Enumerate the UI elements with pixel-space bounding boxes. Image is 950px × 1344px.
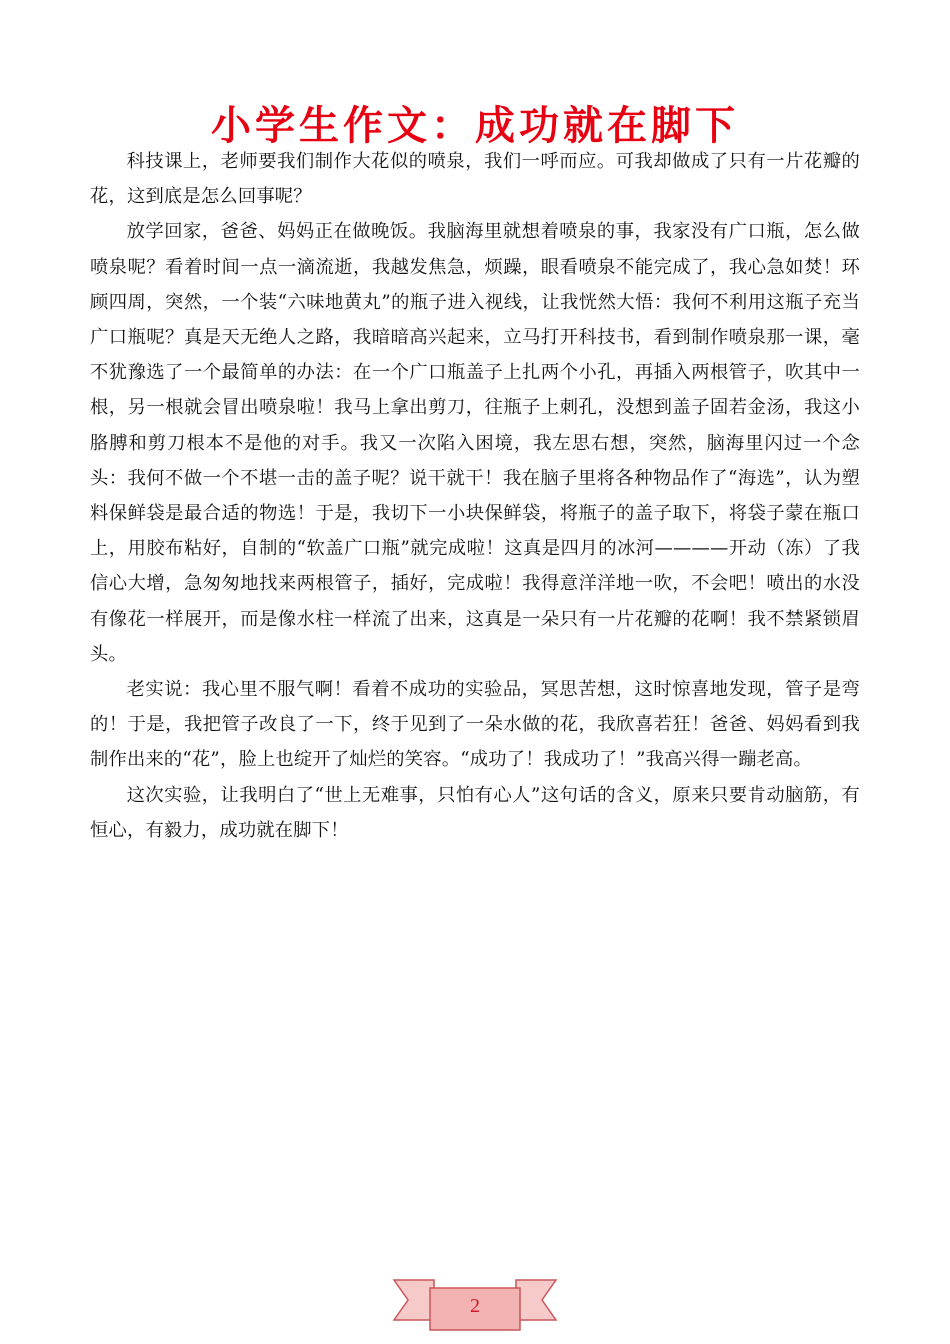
- page-number-ribbon: [390, 1272, 560, 1334]
- document-title: 小学生作文：成功就在脚下: [211, 103, 739, 149]
- document-body: [90, 144, 860, 848]
- paragraph-1: 科技课上，老师要我们制作大花似的喷泉，我们一呼而应。可我却做成了只有一片花瓣的花，这到底是怎么回事呢？: [90, 151, 860, 208]
- paragraph-2: 放学回家，爸爸、妈妈正在做晚饭。我脑海里就想着喷泉的事，我家没有广口瓶，怎么做喷泉呢？看着时间一点一滴流逝，我越发焦急，烦躁，眼看喷泉不能完成了，我心急如焚！环顾四周，突然，一个装“六味地黄丸”的瓶子进入视线，让我恍然大悟：我何不利用这瓶子充当广口瓶呢？真是天无绝人之路，我暗暗高兴起来，立马打开科技书，看到制作喷泉那一课，毫不犹豫选了一个最简单的办法：在一个广口瓶盖子上扎两个小孔，再插入两根管子，吹其中一根，另一根就会冒出喷泉啦！我马上拿出剪刀，往瓶子上刺孔，没想到盖子固若金汤，我这小胳膊和剪刀根本不是他的对手。我又一次陷入困境，我左思右想，突然，脑海里闪过一个念头：我何不做一个不堪一击的盖子呢？说干就干！我在脑子里将各种物品作了“海选”，认为塑料保鲜袋是最合适的物选！于是，我切下一小块保鲜袋，将瓶子的盖子取下，将袋子蒙在瓶口上，用胶布粘好，自制的“软盖广口瓶”就完成啦！这真是四月的冰河————开动（冻）了我信心大增，急匆匆地找来两根管子，插好，完成啦！我得意洋洋地一吹，不会吧！喷出的水没有像花一样展开，而是像水柱一样流了出来，这真是一朵只有一片花瓣的花啊！我不禁紧锁眉头。: [90, 221, 860, 665]
- page-number: 2: [470, 1295, 480, 1317]
- paragraph-3: 老实说：我心里不服气啊！看着不成功的实验品，冥思苦想，这时惊喜地发现，管子是弯的！于是，我把管子改良了一下，终于见到了一朵水做的花，我欣喜若狂！爸爸、妈妈看到我制作出来的“花”，脸上也绽开了灿烂的笑容。“成功了！我成功了！”我高兴得一蹦老高。: [90, 679, 860, 771]
- paragraph-4: 这次实验，让我明白了“世上无难事，只怕有心人”这句话的含义，原来只要肯动脑筋，有恒心，有毅力，成功就在脚下！: [90, 784, 860, 841]
